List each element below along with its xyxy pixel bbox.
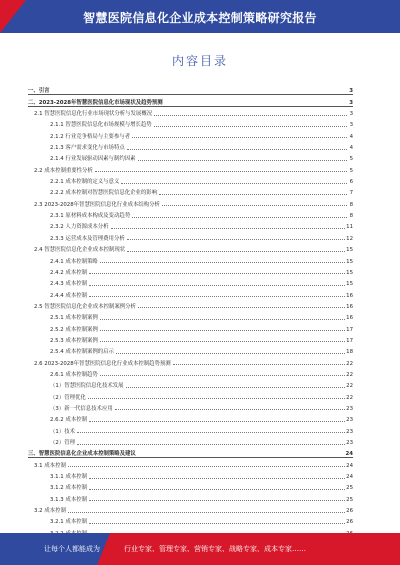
toc-entry-label: 3.1.3 成本控制 bbox=[50, 496, 87, 503]
toc-entry-page: 16 bbox=[346, 303, 353, 310]
toc-entry-page: 22 bbox=[346, 360, 353, 367]
toc-entry-label: 2.4.1 成本控制策略 bbox=[50, 258, 98, 265]
toc-entry-label: 2.1.1 智慧医院信息化市场规模与增长趋势 bbox=[50, 122, 152, 129]
toc-entry[interactable] bbox=[28, 310, 353, 321]
toc-leader-dots bbox=[138, 160, 347, 161]
toc-entry-label: （2）管理 bbox=[50, 440, 75, 446]
toc-entry-label: 2.4.2 成本控制 bbox=[50, 269, 87, 276]
toc-entry[interactable] bbox=[28, 185, 353, 196]
toc-leader-dots bbox=[132, 217, 347, 218]
toc-leader-dots bbox=[68, 466, 345, 467]
toc-entry-page: 3 bbox=[349, 122, 353, 129]
toc-leader-dots bbox=[127, 149, 347, 150]
toc-entry[interactable] bbox=[28, 401, 353, 412]
toc-entry[interactable] bbox=[28, 480, 353, 491]
toc-entry[interactable] bbox=[28, 196, 353, 207]
toc-entry[interactable] bbox=[28, 469, 353, 480]
toc-leader-dots bbox=[77, 432, 345, 433]
toc-entry[interactable] bbox=[28, 412, 353, 423]
toc-entry[interactable] bbox=[28, 208, 353, 219]
toc-entry-page: 7 bbox=[349, 190, 353, 197]
toc-entry[interactable] bbox=[28, 242, 353, 253]
toc-entry-page: 5 bbox=[349, 156, 353, 163]
toc-leader-dots bbox=[89, 273, 345, 274]
toc-entry-page: 5 bbox=[349, 167, 353, 174]
toc-entry-label: 二、2023-2028年智慧医院信息化市场现状及趋势预测 bbox=[28, 99, 163, 106]
toc-entry-label: 三、智慧医院信息化企业成本控制策略及建议 bbox=[28, 451, 136, 458]
toc-entry-page: 4 bbox=[349, 133, 353, 140]
toc-entry[interactable] bbox=[28, 514, 353, 525]
toc-entry-page: 22 bbox=[346, 371, 353, 378]
toc-entry-label: 2.3.2 人力资源成本分析 bbox=[50, 224, 109, 231]
toc-entry-page: 11 bbox=[346, 224, 353, 231]
toc-entry[interactable] bbox=[28, 344, 353, 355]
toc-entry-page: 23 bbox=[346, 428, 353, 435]
toc-leader-dots bbox=[95, 171, 347, 172]
toc-entry[interactable] bbox=[28, 219, 353, 230]
toc-entry-page: 25 bbox=[346, 485, 353, 492]
toc-entry-page: 26 bbox=[346, 519, 353, 526]
toc-entry-label: 2.1.3 客户需求变化与市场特点 bbox=[50, 145, 125, 152]
toc-entry-page: 4 bbox=[349, 145, 353, 152]
toc-entry-page: 22 bbox=[346, 394, 353, 401]
toc-entry[interactable] bbox=[28, 389, 353, 400]
toc-entry-label: 2.5.4 成本控制案例的启示 bbox=[50, 349, 114, 356]
toc-entry[interactable] bbox=[28, 457, 353, 468]
toc-leader-dots bbox=[165, 103, 347, 104]
toc-leader-dots bbox=[159, 194, 347, 195]
toc-leader-dots bbox=[127, 239, 345, 240]
toc-entry-label: （1）智慧医院信息化技术发展 bbox=[50, 383, 124, 390]
toc-entry[interactable] bbox=[28, 378, 353, 389]
toc-leader-dots bbox=[89, 421, 345, 422]
toc-entry-label: 3.1 成本控制 bbox=[34, 462, 66, 469]
toc-entry-label: 2.1.4 行业发展驱动因素与制约因素 bbox=[50, 156, 136, 163]
toc-entry-label: 2.2.2 成本控制对智慧医院信息化企业的影响 bbox=[50, 190, 158, 197]
toc-entry-page: 24 bbox=[346, 462, 353, 469]
toc-entry-page: 22 bbox=[346, 383, 353, 390]
toc-entry[interactable] bbox=[28, 265, 353, 276]
toc-leader-dots bbox=[77, 444, 345, 445]
toc-entry[interactable] bbox=[28, 128, 353, 139]
toc-leader-dots bbox=[138, 455, 345, 456]
toc-entry-label: 2.3 2023-2028年智慧医院信息化行业成本结构分析 bbox=[34, 201, 160, 208]
toc-entry-label: 2.1 智慧医院信息化行业市场现状分析与发展概况 bbox=[34, 111, 153, 118]
toc-leader-dots bbox=[89, 285, 345, 286]
toc-entry-page: 23 bbox=[346, 440, 353, 446]
toc-heading: 内容目录 bbox=[171, 54, 228, 68]
footer-slogan: 让每个人都能成为 bbox=[44, 545, 100, 553]
toc-entry-label: （3）新一代信息技术应用 bbox=[50, 405, 113, 412]
toc-leader-dots bbox=[127, 251, 345, 252]
toc-entry[interactable] bbox=[28, 446, 353, 457]
toc-leader-dots bbox=[173, 364, 345, 365]
toc-entry[interactable] bbox=[28, 230, 353, 241]
toc-leader-dots bbox=[126, 387, 346, 388]
toc-entry-page: 15 bbox=[346, 258, 353, 265]
toc-entry-page: 17 bbox=[346, 326, 353, 333]
toc-leader-dots bbox=[68, 512, 345, 513]
footer-bar bbox=[0, 533, 400, 565]
table-of-contents bbox=[28, 83, 353, 537]
toc-entry-label: 3.2 成本控制 bbox=[34, 508, 66, 515]
toc-leader-dots bbox=[100, 262, 345, 263]
toc-entry-label: 2.2 成本控制重要性分析 bbox=[34, 167, 93, 174]
toc-entry-label: 2.4 智慧医院信息化企业成本控制现状 bbox=[34, 247, 126, 254]
toc-entry[interactable] bbox=[28, 287, 353, 298]
toc-entry-label: 2.1.2 行业竞争格局与主要参与者 bbox=[50, 133, 131, 140]
toc-leader-dots bbox=[89, 500, 345, 501]
toc-leader-dots bbox=[132, 137, 347, 138]
toc-entry-label: 2.4.3 成本控制 bbox=[50, 281, 87, 288]
toc-entry-label: 2.5.3 成本控制案例 bbox=[50, 337, 98, 344]
toc-leader-dots bbox=[162, 205, 347, 206]
toc-entry-page: 3 bbox=[349, 88, 353, 95]
toc-leader-dots bbox=[154, 115, 347, 116]
toc-leader-dots bbox=[116, 353, 345, 354]
toc-leader-dots bbox=[154, 126, 347, 127]
toc-leader-dots bbox=[52, 92, 347, 93]
toc-entry-page: 6 bbox=[349, 179, 353, 186]
toc-entry-page: 8 bbox=[349, 201, 353, 208]
toc-entry-label: 2.5.2 成本控制案例 bbox=[50, 326, 98, 333]
toc-entry-page: 18 bbox=[346, 349, 353, 356]
toc-leader-dots bbox=[100, 330, 345, 331]
toc-leader-dots bbox=[100, 375, 345, 376]
toc-entry-page: 8 bbox=[349, 213, 353, 220]
toc-entry-label: 2.2.1 成本控制的定义与意义 bbox=[50, 179, 120, 186]
toc-entry[interactable] bbox=[28, 174, 353, 185]
toc-entry-label: 2.6 2023-2028年智慧医院信息化行业成本控制趋势预测 bbox=[34, 360, 171, 367]
toc-leader-dots bbox=[88, 398, 345, 399]
toc-entry[interactable] bbox=[28, 503, 353, 514]
toc-entry-page: 17 bbox=[346, 337, 353, 344]
toc-entry-page: 16 bbox=[346, 292, 353, 299]
toc-entry[interactable] bbox=[28, 140, 353, 151]
toc-entry[interactable] bbox=[28, 333, 353, 344]
footer-expert-list: 行业专家、管理专家、营销专家、战略专家、成本专家…… bbox=[124, 545, 306, 553]
header-bar bbox=[0, 0, 400, 33]
toc-entry[interactable] bbox=[28, 106, 353, 117]
toc-entry-page: 25 bbox=[346, 496, 353, 503]
toc-entry-label: 2.6.2 成本控制 bbox=[50, 417, 87, 424]
toc-entry-label: 2.3.3 运营成本及管理费用分析 bbox=[50, 235, 125, 242]
toc-entry-page: 15 bbox=[346, 247, 353, 254]
toc-entry-label: 2.4.4 成本控制 bbox=[50, 292, 87, 299]
toc-entry-label: 3.2.1 成本控制 bbox=[50, 519, 87, 526]
toc-entry-label: 2.6.1 成本控制趋势 bbox=[50, 371, 98, 378]
toc-entry[interactable] bbox=[28, 491, 353, 502]
toc-entry[interactable] bbox=[28, 435, 353, 446]
toc-entry-page: 23 bbox=[346, 405, 353, 412]
toc-leader-dots bbox=[100, 319, 345, 320]
toc-entry-page: 3 bbox=[349, 99, 353, 106]
toc-entry[interactable] bbox=[28, 162, 353, 173]
toc-entry[interactable] bbox=[28, 276, 353, 287]
toc-leader-dots bbox=[89, 478, 345, 479]
toc-entry-page: 12 bbox=[346, 235, 353, 242]
toc-entry[interactable] bbox=[28, 367, 353, 378]
toc-entry[interactable] bbox=[28, 117, 353, 128]
toc-entry-page: 16 bbox=[346, 315, 353, 322]
toc-entry-label: （1）技术 bbox=[50, 428, 75, 435]
report-title: 智慧医院信息化企业成本控制策略研究报告 bbox=[83, 11, 317, 25]
toc-entry-page: 26 bbox=[346, 508, 353, 515]
toc-entry-page: 24 bbox=[345, 451, 353, 458]
toc-entry-label: 3.1.1 成本控制 bbox=[50, 474, 87, 481]
toc-leader-dots bbox=[89, 296, 345, 297]
toc-entry[interactable] bbox=[28, 299, 353, 310]
toc-leader-dots bbox=[89, 489, 345, 490]
toc-entry-label: 2.3.1 原材料成本构成及变动趋势 bbox=[50, 213, 131, 220]
toc-entry[interactable] bbox=[28, 423, 353, 434]
toc-entry[interactable] bbox=[28, 83, 353, 94]
toc-entry[interactable] bbox=[28, 321, 353, 332]
toc-entry-page: 15 bbox=[346, 281, 353, 288]
toc-entry-label: 一、引言 bbox=[28, 88, 50, 95]
toc-leader-dots bbox=[89, 523, 345, 524]
toc-entry-page: 3 bbox=[349, 111, 353, 118]
toc-entry[interactable] bbox=[28, 94, 353, 105]
toc-leader-dots bbox=[138, 307, 345, 308]
toc-leader-dots bbox=[100, 341, 345, 342]
toc-leader-dots bbox=[111, 228, 346, 229]
toc-entry[interactable] bbox=[28, 151, 353, 162]
toc-entry-label: 2.5 智慧医院信息化企业成本控制案例分析 bbox=[34, 303, 136, 310]
toc-entry-label: 2.5.1 成本控制案例 bbox=[50, 315, 98, 322]
toc-leader-dots bbox=[115, 409, 345, 410]
toc-entry[interactable] bbox=[28, 355, 353, 366]
toc-entry-page: 24 bbox=[346, 474, 353, 481]
toc-entry-label: 3.1.2 成本控制 bbox=[50, 485, 87, 492]
toc-entry-page: 23 bbox=[346, 417, 353, 424]
toc-leader-dots bbox=[121, 183, 347, 184]
toc-entry[interactable] bbox=[28, 253, 353, 264]
toc-entry-label: （2）管理优化 bbox=[50, 394, 86, 401]
toc-entry-page: 15 bbox=[346, 269, 353, 276]
